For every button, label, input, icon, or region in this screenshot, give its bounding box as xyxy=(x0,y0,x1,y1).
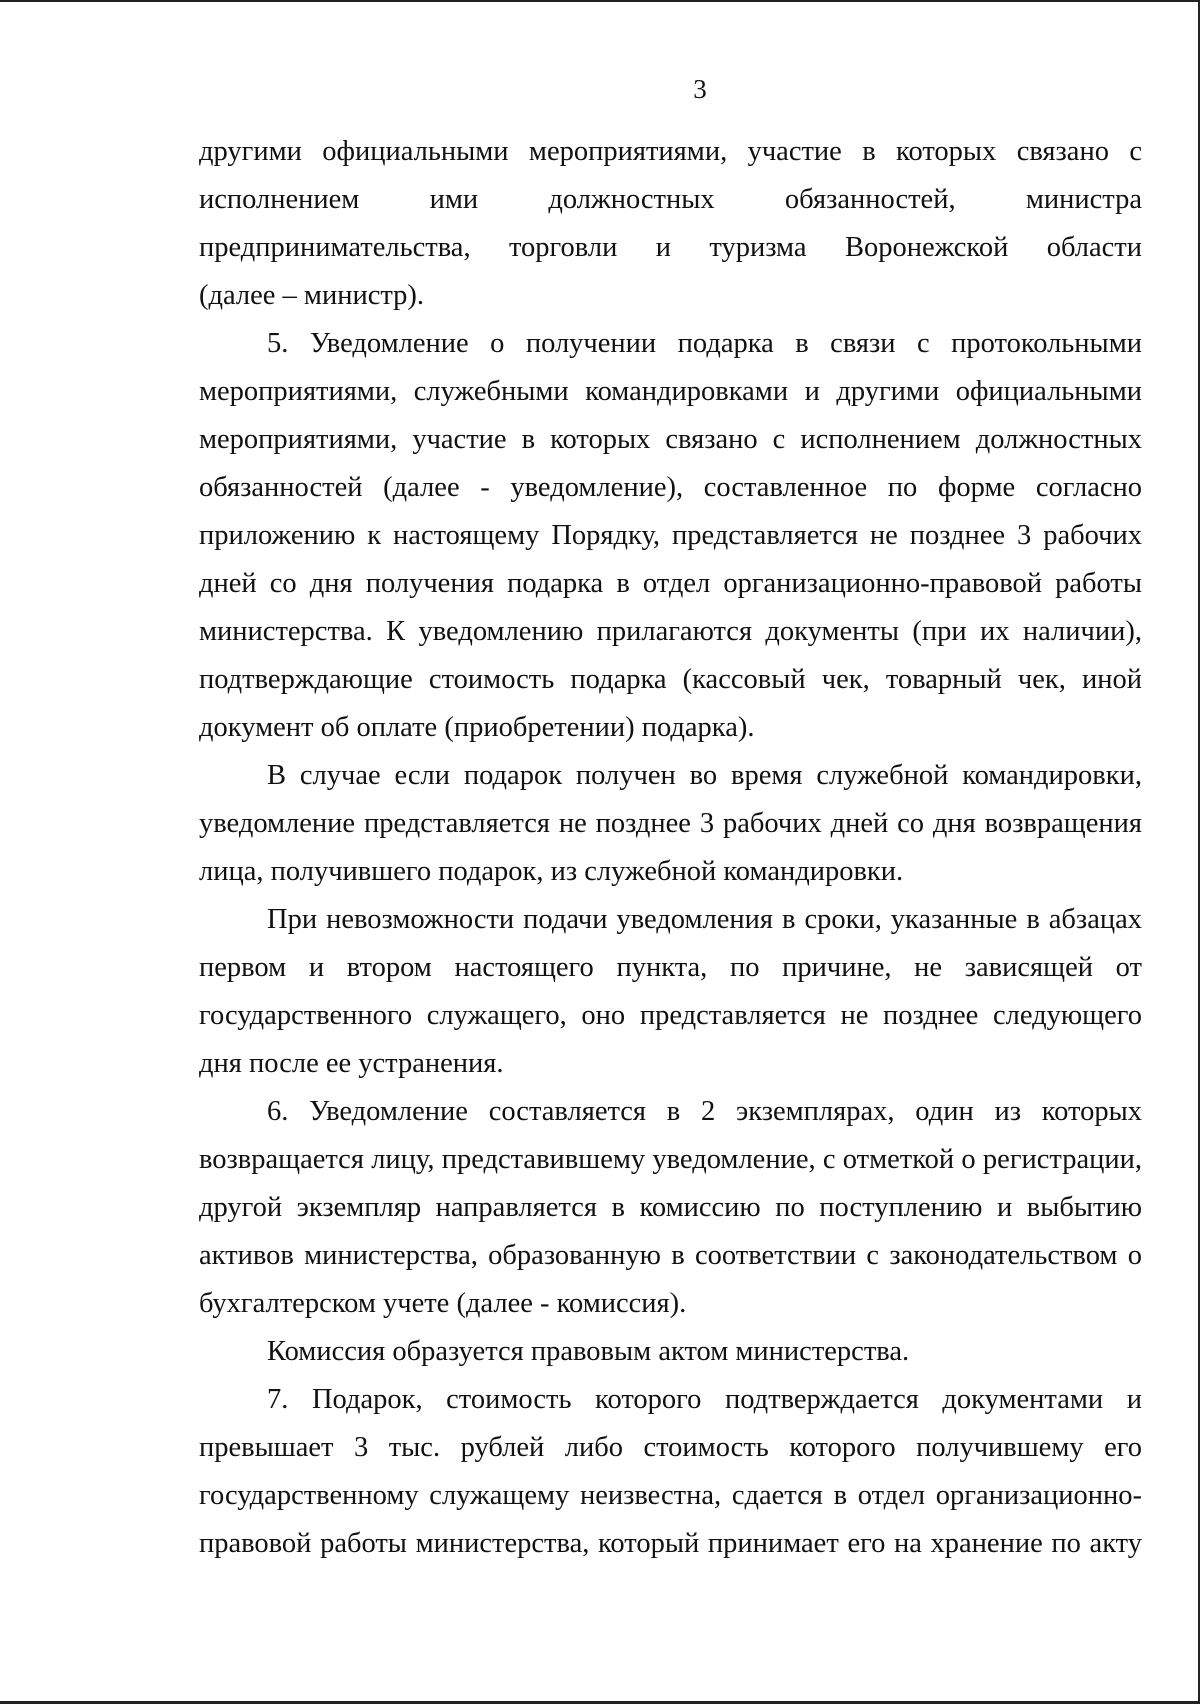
text-line: приложению к настоящему Порядку, представляется не позднее 3 рабочих xyxy=(199,520,1142,551)
text-line: документ об оплате (приобретении) подарка). xyxy=(199,712,755,743)
text-line: Комиссия образуется правовым актом министерства. xyxy=(267,1336,910,1367)
text-line: другими официальными мероприятиями, участие в которых связано с xyxy=(199,136,1142,167)
paragraph-continuation xyxy=(199,128,1142,320)
text-line: превышает 3 тыс. рублей либо стоимость которого получившему его xyxy=(199,1432,1142,1463)
text-line: мероприятиями, участие в которых связано с исполнением должностных xyxy=(199,424,1142,455)
page-number: 3 xyxy=(693,74,707,104)
paragraph-commission xyxy=(199,1328,1142,1376)
text-line: обязанностей (далее - уведомление), составленное по форме согласно xyxy=(199,472,1142,503)
text-line: дней со дня получения подарка в отдел организационно-правовой работы xyxy=(199,568,1142,599)
text-line: лица, получившего подарок, из служебной командировки. xyxy=(199,856,904,887)
paragraph-impossibility xyxy=(199,896,1142,1088)
text-line: При невозможности подачи уведомления в сроки, указанные в абзацах xyxy=(267,904,1142,935)
text-line: В случае если подарок получен во время служебной командировки, xyxy=(267,760,1142,791)
paragraph-item-7 xyxy=(199,1376,1142,1568)
paragraph-item-5 xyxy=(199,320,1142,752)
text-line: предпринимательства, торговли и туризма Воронежской области xyxy=(199,232,1142,263)
text-line: возвращается лицу, представившему уведомление, с отметкой о регистрации, xyxy=(199,1144,1142,1175)
text-line: уведомление представляется не позднее 3 рабочих дней со дня возвращения xyxy=(199,808,1142,839)
text-line: 7. Подарок, стоимость которого подтверждается документами и xyxy=(267,1384,1142,1415)
text-line: 5. Уведомление о получении подарка в связи с протокольными xyxy=(267,328,1142,359)
paragraph-item-6 xyxy=(199,1088,1142,1328)
text-line: бухгалтерском учете (далее - комиссия). xyxy=(199,1288,687,1319)
text-line: активов министерства, образованную в соответствии с законодательством о xyxy=(199,1240,1142,1271)
text-line: первом и втором настоящего пункта, по причине, не зависящей от xyxy=(199,952,1142,983)
text-line: государственному служащему неизвестна, сдается в отдел организационно- xyxy=(199,1480,1142,1511)
text-line: подтверждающие стоимость подарка (кассовый чек, товарный чек, иной xyxy=(199,664,1142,695)
text-line: (далее – министр). xyxy=(199,280,425,311)
text-line: исполнением ими должностных обязанностей, министра xyxy=(199,184,1142,215)
text-line: другой экземпляр направляется в комиссию по поступлению и выбытию xyxy=(199,1192,1142,1223)
text-line: мероприятиями, служебными командировками и другими официальными xyxy=(199,376,1142,407)
text-line: 6. Уведомление составляется в 2 экземплярах, один из которых xyxy=(267,1096,1142,1127)
text-line: дня после ее устранения. xyxy=(199,1048,504,1079)
document-body xyxy=(199,128,1142,1568)
paragraph-business-trip xyxy=(199,752,1142,896)
text-line: министерства. К уведомлению прилагаются документы (при их наличии), xyxy=(199,616,1142,647)
text-line: правовой работы министерства, который принимает его на хранение по акту xyxy=(199,1528,1142,1559)
text-line: государственного служащего, оно представляется не позднее следующего xyxy=(199,1000,1142,1031)
